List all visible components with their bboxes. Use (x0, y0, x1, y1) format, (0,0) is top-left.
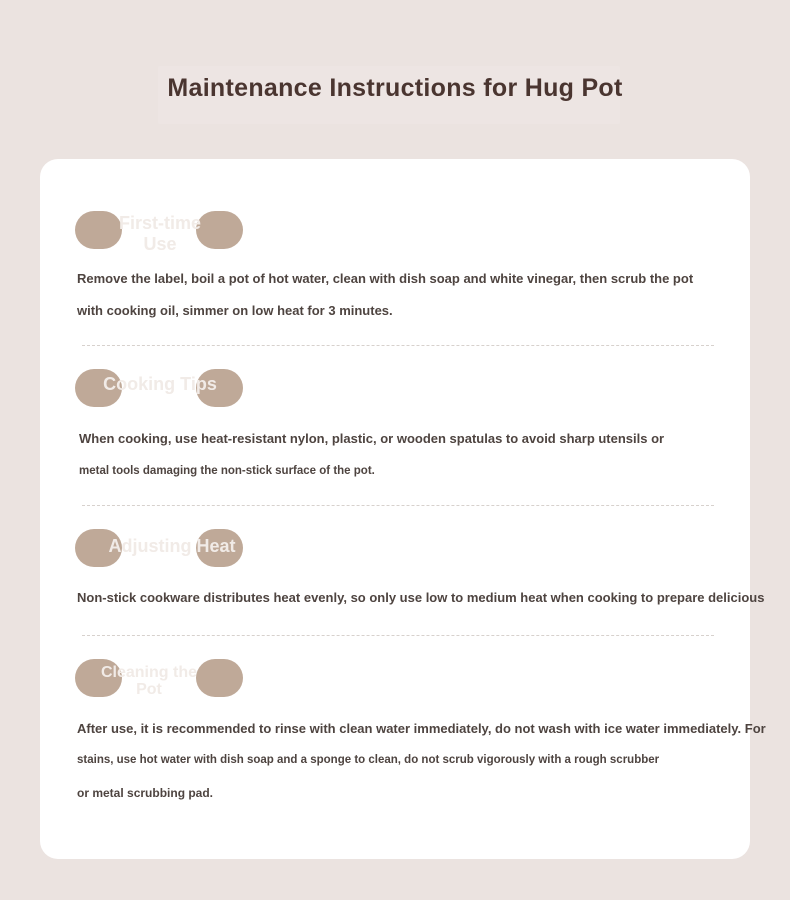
section-text-line: Non-stick cookware distributes heat evenly, so only use low to medium heat when cooking to prepare delicious (77, 590, 765, 605)
section-heading-badge (75, 211, 245, 254)
section-text-line: stains, use hot water with dish soap and a sponge to clean, do not scrub vigorously with a rough scrubber (77, 754, 660, 766)
pill-right-decoration (196, 659, 243, 697)
section-heading: Adjusting Heat (108, 536, 236, 556)
section-heading-badge (75, 659, 245, 699)
section-text-line: with cooking oil, simmer on low heat for 3 minutes. (77, 303, 393, 318)
section-divider (82, 635, 714, 636)
instructions-card (40, 159, 766, 859)
section-heading-badge (75, 529, 245, 569)
section-heading: Cooking Tips (103, 374, 217, 394)
section-heading: First-time Use (118, 213, 201, 254)
section-heading: Cleaning the Pot (100, 664, 197, 698)
section-divider (82, 345, 714, 346)
section-divider (82, 505, 714, 506)
section-text-line: Remove the label, boil a pot of hot water, clean with dish soap and white vinegar, then scrub the pot (77, 271, 694, 286)
page-title: Maintenance Instructions for Hug Pot (167, 74, 623, 102)
section-text-line: After use, it is recommended to rinse with clean water immediately, do not wash with ice water immediately. For (77, 721, 766, 736)
section-text-line: metal tools damaging the non-stick surface of the pot. (79, 465, 375, 477)
section-text-line: When cooking, use heat-resistant nylon, plastic, or wooden spatulas to avoid sharp utensils or (79, 431, 665, 446)
section-heading-badge (75, 369, 245, 409)
section-text-line: or metal scrubbing pad. (77, 786, 214, 800)
